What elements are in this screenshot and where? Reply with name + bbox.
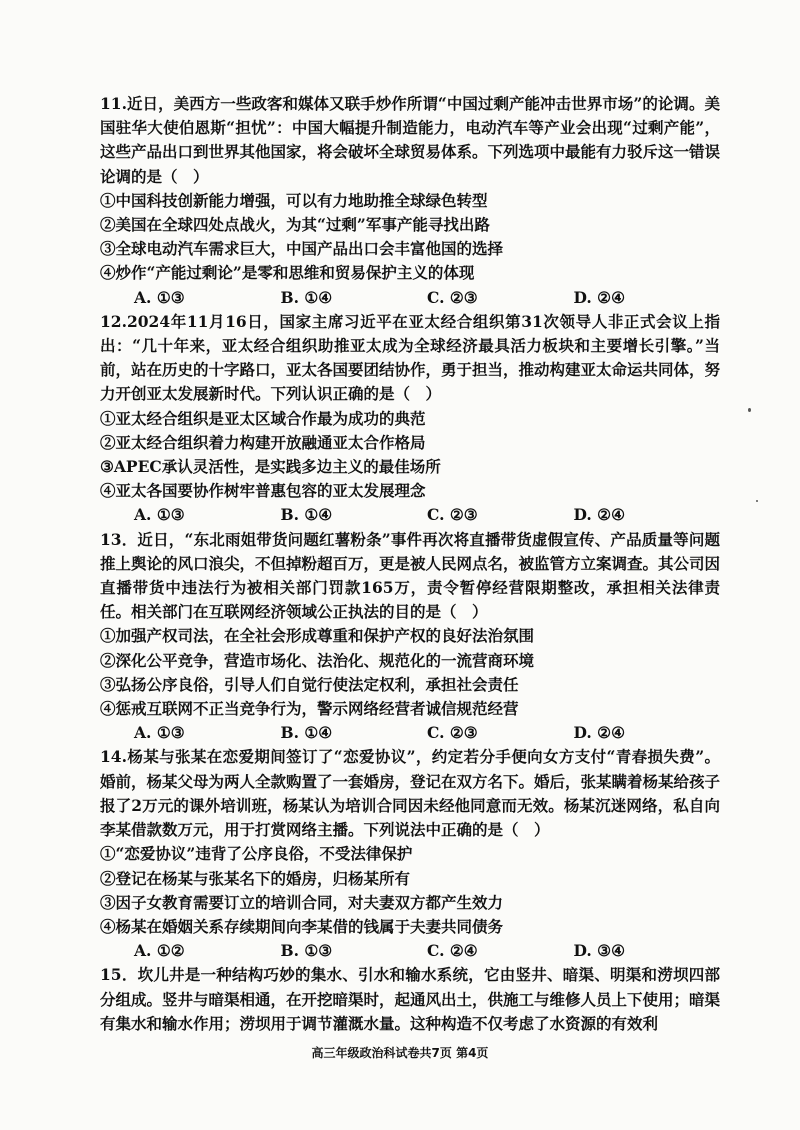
answer-choices bbox=[100, 286, 720, 310]
question-stem: 13．近日，“东北雨姐带货问题红薯粉条”事件再次将直播带货虚假宣传、产品质量等问题推上舆论的风口浪尖，不但掉粉超百万，更是被人民网点名，被监管方立案调查。其公司因直播带货中违法行为被相关部门罚款165万，责令暂停经营限期整改，承担相关法律责任。相关部门在互联网经济领域公正执法的目的是（ ） bbox=[100, 529, 721, 622]
question-stem: 11.近日，美西方一些政客和媒体又联手炒作所谓“中国过剩产能冲击世界市场”的论调。美国驻华大使伯恩斯“担忧”：中国大幅提升制造能力，电动汽车等产业会出现“过剩产能”，这些产品出口到世界其他国家，将会破坏全球贸易体系。下列选项中最能有力驳斥这一错误论调的是（ ） bbox=[100, 94, 721, 186]
question-stem: 14.杨某与张某在恋爱期间签订了“恋爱协议”，约定若分手便向女方支付“青春损失费”。婚前，杨某父母为两人全款购置了一套婚房，登记在双方名下。婚后，张某瞒着杨某给孩子报了2万元的课外培训班，杨某认为培训合同因未经他同意而无效。杨某沉迷网络，私自向李某借款数万元，用于打赏网络主播。下列说法中正确的是（ ） bbox=[100, 747, 721, 840]
option-3: ③全球电动汽车需求巨大，中国产品出口会丰富他国的选择 bbox=[100, 239, 504, 259]
choice-b: B. ①③ bbox=[280, 941, 333, 961]
option-3: ③弘扬公序良俗，引导人们自觉行使法定权利，承担社会责任 bbox=[100, 674, 519, 694]
choice-a: A. ①② bbox=[134, 941, 185, 961]
choice-d: D. ③④ bbox=[573, 941, 625, 961]
answer-choices bbox=[100, 721, 720, 745]
question-14 bbox=[100, 745, 720, 963]
question-12 bbox=[100, 310, 720, 528]
option-2: ②美国在全球四处点战火，为其“过剩”军事产能寻找出路 bbox=[100, 215, 490, 235]
question-13 bbox=[100, 528, 720, 746]
choice-b: B. ①④ bbox=[280, 505, 333, 525]
choice-a: A. ①③ bbox=[134, 723, 185, 743]
option-4: ④炒作“产能过剩论”是零和思维和贸易保护主义的体现 bbox=[100, 263, 475, 283]
choice-a: A. ①③ bbox=[134, 505, 185, 525]
option-4: ④惩戒互联网不正当竞争行为，警示网络经营者诚信规范经营 bbox=[100, 699, 519, 719]
option-2: ②登记在杨某与张某名下的婚房，归杨某所有 bbox=[100, 868, 411, 888]
option-3: ③因子女教育需要订立的培训合同，对夫妻双方都产生效力 bbox=[100, 892, 504, 912]
page-footer: 高三年级政治科试卷共7页 第4页 bbox=[311, 1046, 489, 1060]
choice-c: C. ②③ bbox=[427, 723, 478, 743]
question-15 bbox=[100, 963, 720, 1036]
choice-c: C. ②③ bbox=[427, 287, 478, 307]
option-2: ②深化公平竞争，营造市场化、法治化、规范化的一流营商环境 bbox=[100, 650, 535, 670]
question-stem: 15．坎儿井是一种结构巧妙的集水、引水和输水系统，它由竖井、暗渠、明渠和涝坝四部分组成。竖井与暗渠相通，在开挖暗渠时，起通风出土，供施工与维修人员上下使用；暗渠有集水和输水作用；涝坝用于调节灌溉水量。这种构造不仅考虑了水资源的有效利 bbox=[100, 965, 721, 1033]
scan-speck bbox=[756, 500, 758, 502]
option-1: ①加强产权司法，在全社会形成尊重和保护产权的良好法治氛围 bbox=[100, 626, 535, 646]
choice-b: B. ①④ bbox=[280, 723, 333, 743]
option-4: ④杨某在婚姻关系存续期间向李某借的钱属于夫妻共同债务 bbox=[100, 916, 504, 936]
choice-c: C. ②④ bbox=[427, 941, 478, 961]
question-list bbox=[100, 92, 720, 1036]
question-11 bbox=[100, 92, 720, 310]
choice-a: A. ①③ bbox=[134, 287, 185, 307]
question-stem: 12.2024年11月16日，国家主席习近平在亚太经合组织第31次领导人非正式会议上指出：“几十年来，亚太经合组织助推亚太成为全球经济最具活力板块和主要增长引擎。”当前，站在历史的十字路口，亚太各国要团结协作，勇于担当，推动构建亚太命运共同体，努力开创亚太发展新时代。下列认识正确的是（ ） bbox=[100, 311, 721, 404]
choice-b: B. ①④ bbox=[280, 287, 333, 307]
scan-speck bbox=[748, 408, 751, 412]
option-4: ④亚太各国要协作树牢普惠包容的亚太发展理念 bbox=[100, 481, 426, 501]
choice-d: D. ②④ bbox=[573, 723, 625, 743]
option-1: ①中国科技创新能力增强，可以有力地助推全球绿色转型 bbox=[100, 190, 488, 210]
option-1: ①亚太经合组织是亚太区域合作最为成功的典范 bbox=[100, 408, 426, 428]
answer-choices bbox=[100, 939, 720, 963]
option-2: ②亚太经合组织着力构建开放融通亚太合作格局 bbox=[100, 432, 426, 452]
option-1: ①“恋爱协议”违背了公序良俗，不受法律保护 bbox=[100, 844, 413, 864]
option-3: ③APEC承认灵活性，是实践多边主义的最佳场所 bbox=[100, 457, 441, 477]
choice-d: D. ②④ bbox=[573, 505, 625, 525]
answer-choices bbox=[100, 503, 720, 527]
choice-d: D. ②④ bbox=[573, 287, 625, 307]
choice-c: C. ②③ bbox=[427, 505, 478, 525]
